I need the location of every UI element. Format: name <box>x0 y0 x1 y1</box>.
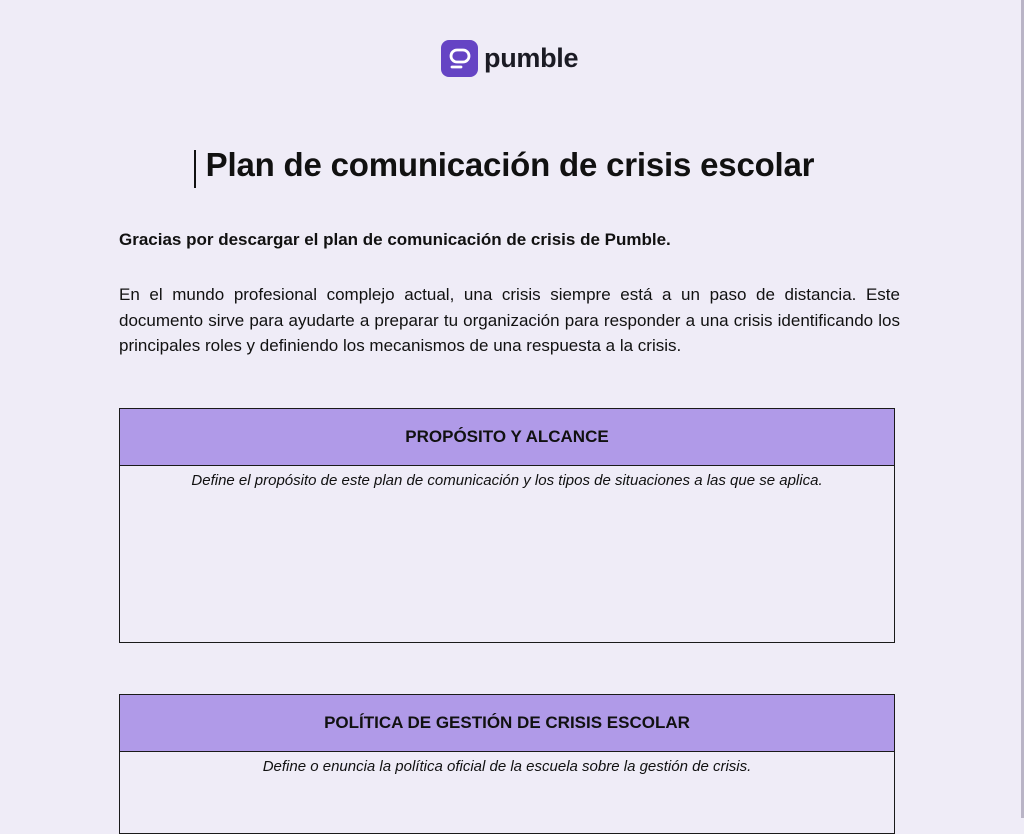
intro-paragraph[interactable]: En el mundo profesional complejo actual, una crisis siempre está a un paso de distancia. Este documento sirve para ayudarte a preparar tu organización para responder a una crisis identificando los principales roles y definiendo los mecanismos de una respuesta a la crisis. <box>119 285 900 355</box>
document-title[interactable]: Plan de comunicación de crisis escolar <box>205 146 815 183</box>
thanks-paragraph[interactable]: Gracias por descargar el plan de comunicación de crisis de Pumble. <box>119 230 671 249</box>
pumble-logo-icon <box>441 40 478 77</box>
section-hint[interactable]: Define o enuncia la política oficial de la escuela sobre la gestión de crisis. <box>262 758 752 775</box>
section-heading[interactable]: PROPÓSITO Y ALCANCE <box>120 409 894 466</box>
text-cursor <box>194 150 196 188</box>
logo-text: pumble <box>484 43 579 73</box>
section-crisis-policy <box>119 694 895 834</box>
pumble-logo <box>441 40 578 77</box>
section-purpose-scope <box>119 408 895 643</box>
section-heading[interactable]: POLÍTICA DE GESTIÓN DE CRISIS ESCOLAR <box>120 695 894 752</box>
section-hint[interactable]: Define el propósito de este plan de comunicación y los tipos de situaciones a las que se aplica. <box>191 472 823 489</box>
